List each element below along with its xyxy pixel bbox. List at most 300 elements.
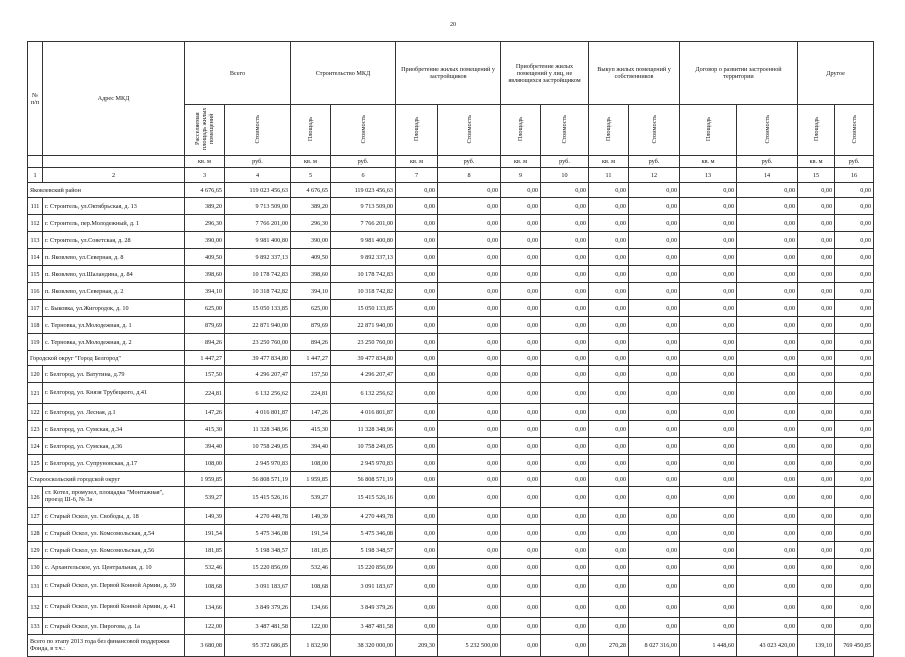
value-cell: 0,00 bbox=[501, 472, 541, 487]
address-cell: г. Старый Оскол, ул. Свободы, д. 18 bbox=[43, 508, 185, 525]
value-cell: 0,00 bbox=[798, 317, 835, 334]
value-cell: 10 758 249,05 bbox=[331, 438, 396, 455]
unit-blank bbox=[43, 156, 185, 168]
value-cell: 394,40 bbox=[291, 438, 331, 455]
value-cell: 0,00 bbox=[629, 215, 680, 232]
value-cell: 0,00 bbox=[501, 351, 541, 366]
table-row bbox=[28, 283, 874, 300]
value-cell: 0,00 bbox=[501, 183, 541, 198]
value-cell: 0,00 bbox=[396, 559, 438, 576]
header-row-column-numbers bbox=[28, 168, 874, 183]
value-cell: 0,00 bbox=[798, 618, 835, 635]
value-cell: 0,00 bbox=[501, 635, 541, 657]
value-cell: 0,00 bbox=[501, 487, 541, 508]
address-cell: г. Старый Оскол, ул. Первой Конной Армии, д. 39 bbox=[43, 576, 185, 597]
value-cell: 0,00 bbox=[835, 597, 874, 618]
table-row bbox=[28, 487, 874, 508]
value-cell: 0,00 bbox=[396, 576, 438, 597]
unit-area: кв. м bbox=[185, 156, 225, 168]
value-cell: 5 198 348,57 bbox=[225, 542, 291, 559]
value-cell: 0,00 bbox=[501, 525, 541, 542]
value-cell: 10 318 742,82 bbox=[225, 283, 291, 300]
table-row bbox=[28, 559, 874, 576]
group-header-buyout: Выкуп жилых помещений у собственников bbox=[589, 42, 680, 105]
value-cell: 879,69 bbox=[291, 317, 331, 334]
value-cell: 0,00 bbox=[396, 455, 438, 472]
value-cell: 394,10 bbox=[291, 283, 331, 300]
value-cell: 0,00 bbox=[798, 508, 835, 525]
value-cell: 0,00 bbox=[835, 559, 874, 576]
value-cell: 0,00 bbox=[589, 597, 629, 618]
value-cell: 398,60 bbox=[185, 266, 225, 283]
value-cell: 0,00 bbox=[737, 421, 798, 438]
value-cell: 0,00 bbox=[835, 421, 874, 438]
value-cell: 9 981 400,80 bbox=[225, 232, 291, 249]
value-cell: 0,00 bbox=[629, 597, 680, 618]
value-cell: 0,00 bbox=[438, 597, 501, 618]
value-cell: 0,00 bbox=[396, 317, 438, 334]
value-cell: 0,00 bbox=[438, 576, 501, 597]
value-cell: 0,00 bbox=[737, 487, 798, 508]
value-cell: 0,00 bbox=[680, 266, 737, 283]
value-cell: 0,00 bbox=[680, 525, 737, 542]
subheader-area: Площадь bbox=[396, 105, 438, 156]
value-cell: 8 027 316,00 bbox=[629, 635, 680, 657]
unit-blank bbox=[28, 156, 43, 168]
value-cell: 0,00 bbox=[589, 232, 629, 249]
address-cell: г. Белгород, ул. Лесная, д.1 bbox=[43, 404, 185, 421]
value-cell: 0,00 bbox=[835, 383, 874, 404]
column-number: 3 bbox=[185, 168, 225, 183]
value-cell: 0,00 bbox=[396, 421, 438, 438]
value-cell: 0,00 bbox=[629, 576, 680, 597]
row-number: 122 bbox=[28, 404, 43, 421]
value-cell: 0,00 bbox=[589, 266, 629, 283]
address-cell: п. Яковлево, ул.Северная, д. 8 bbox=[43, 249, 185, 266]
value-cell: 0,00 bbox=[835, 576, 874, 597]
value-cell: 108,00 bbox=[185, 455, 225, 472]
value-cell: 134,66 bbox=[185, 597, 225, 618]
value-cell: 0,00 bbox=[680, 283, 737, 300]
value-cell: 1 959,85 bbox=[185, 472, 225, 487]
group-name: Яковлевский район bbox=[28, 183, 185, 198]
value-cell: 0,00 bbox=[835, 618, 874, 635]
value-cell: 0,00 bbox=[629, 351, 680, 366]
value-cell: 1 448,60 bbox=[680, 635, 737, 657]
value-cell: 0,00 bbox=[541, 618, 589, 635]
unit-area: кв. м bbox=[501, 156, 541, 168]
value-cell: 0,00 bbox=[798, 334, 835, 351]
value-cell: 0,00 bbox=[541, 266, 589, 283]
value-cell: 0,00 bbox=[835, 366, 874, 383]
group-header-construction: Строительство МКД bbox=[291, 42, 396, 105]
value-cell: 0,00 bbox=[501, 317, 541, 334]
column-number: 7 bbox=[396, 168, 438, 183]
value-cell: 39 477 834,80 bbox=[331, 351, 396, 366]
table-row bbox=[28, 508, 874, 525]
unit-area: кв. м bbox=[396, 156, 438, 168]
address-cell: г. Строитель, ул.Октябрьская, д. 13 bbox=[43, 198, 185, 215]
value-cell: 10 318 742,82 bbox=[331, 283, 396, 300]
value-cell: 0,00 bbox=[798, 542, 835, 559]
value-cell: 15 050 133,85 bbox=[225, 300, 291, 317]
value-cell: 0,00 bbox=[835, 351, 874, 366]
value-cell: 270,28 bbox=[589, 635, 629, 657]
value-cell: 0,00 bbox=[541, 542, 589, 559]
column-number: 9 bbox=[501, 168, 541, 183]
value-cell: 0,00 bbox=[501, 508, 541, 525]
value-cell: 9 981 400,80 bbox=[331, 232, 396, 249]
value-cell: 769 450,85 bbox=[835, 635, 874, 657]
value-cell: 0,00 bbox=[396, 183, 438, 198]
value-cell: 0,00 bbox=[589, 438, 629, 455]
value-cell: 0,00 bbox=[798, 366, 835, 383]
value-cell: 0,00 bbox=[737, 542, 798, 559]
value-cell: 119 023 456,63 bbox=[225, 183, 291, 198]
value-cell: 0,00 bbox=[589, 618, 629, 635]
value-cell: 7 766 201,00 bbox=[331, 215, 396, 232]
table-row bbox=[28, 266, 874, 283]
value-cell: 224,81 bbox=[185, 383, 225, 404]
value-cell: 0,00 bbox=[541, 487, 589, 508]
table-row bbox=[28, 334, 874, 351]
value-cell: 0,00 bbox=[501, 266, 541, 283]
value-cell: 0,00 bbox=[798, 215, 835, 232]
value-cell: 0,00 bbox=[737, 283, 798, 300]
value-cell: 0,00 bbox=[835, 249, 874, 266]
column-number: 14 bbox=[737, 168, 798, 183]
row-number: 124 bbox=[28, 438, 43, 455]
value-cell: 15 415 526,16 bbox=[225, 487, 291, 508]
value-cell: 0,00 bbox=[629, 487, 680, 508]
value-cell: 296,30 bbox=[291, 215, 331, 232]
value-cell: 0,00 bbox=[798, 525, 835, 542]
value-cell: 0,00 bbox=[835, 487, 874, 508]
address-cell: г. Белгород, ул. Сумская, д.36 bbox=[43, 438, 185, 455]
value-cell: 0,00 bbox=[680, 472, 737, 487]
value-cell: 191,54 bbox=[291, 525, 331, 542]
value-cell: 157,50 bbox=[291, 366, 331, 383]
table-row bbox=[28, 404, 874, 421]
value-cell: 0,00 bbox=[396, 266, 438, 283]
value-cell: 1 447,27 bbox=[291, 351, 331, 366]
value-cell: 0,00 bbox=[541, 559, 589, 576]
address-cell: г. Старый Оскол, ул. Комсомольская, д.56 bbox=[43, 542, 185, 559]
value-cell: 0,00 bbox=[629, 366, 680, 383]
value-cell: 894,26 bbox=[291, 334, 331, 351]
value-cell: 0,00 bbox=[541, 300, 589, 317]
value-cell: 0,00 bbox=[501, 334, 541, 351]
value-cell: 0,00 bbox=[396, 249, 438, 266]
value-cell: 0,00 bbox=[589, 472, 629, 487]
value-cell: 0,00 bbox=[680, 438, 737, 455]
address-cell: п. Яковлево, ул.Северная, д. 2 bbox=[43, 283, 185, 300]
value-cell: 0,00 bbox=[629, 421, 680, 438]
value-cell: 0,00 bbox=[680, 559, 737, 576]
value-cell: 389,20 bbox=[185, 198, 225, 215]
column-number: 8 bbox=[438, 168, 501, 183]
value-cell: 0,00 bbox=[835, 215, 874, 232]
row-number: 125 bbox=[28, 455, 43, 472]
value-cell: 0,00 bbox=[835, 266, 874, 283]
column-number: 2 bbox=[43, 168, 185, 183]
value-cell: 7 766 201,00 bbox=[225, 215, 291, 232]
value-cell: 4 016 801,87 bbox=[331, 404, 396, 421]
value-cell: 0,00 bbox=[438, 508, 501, 525]
address-cell: г. Старый Оскол, ул. Первой Конной Армии, д. 41 bbox=[43, 597, 185, 618]
subheader-cost: Стоимость bbox=[225, 105, 291, 156]
subheader-cost: Стоимость bbox=[629, 105, 680, 156]
value-cell: 0,00 bbox=[438, 232, 501, 249]
value-cell: 122,00 bbox=[185, 618, 225, 635]
subheader-cost: Стоимость bbox=[331, 105, 396, 156]
subheader-cost: Стоимость bbox=[737, 105, 798, 156]
value-cell: 415,30 bbox=[291, 421, 331, 438]
value-cell: 0,00 bbox=[680, 508, 737, 525]
row-number: 133 bbox=[28, 618, 43, 635]
value-cell: 0,00 bbox=[680, 383, 737, 404]
value-cell: 0,00 bbox=[629, 266, 680, 283]
value-cell: 10 178 742,83 bbox=[331, 266, 396, 283]
value-cell: 0,00 bbox=[629, 455, 680, 472]
group-name: Городской округ "Город Белгород" bbox=[28, 351, 185, 366]
value-cell: 0,00 bbox=[835, 404, 874, 421]
col-header-address: Адрес МКД bbox=[43, 42, 185, 156]
value-cell: 191,54 bbox=[185, 525, 225, 542]
value-cell: 4 270 449,78 bbox=[331, 508, 396, 525]
value-cell: 0,00 bbox=[438, 283, 501, 300]
table-row bbox=[28, 383, 874, 404]
value-cell: 0,00 bbox=[629, 438, 680, 455]
value-cell: 5 475 346,08 bbox=[331, 525, 396, 542]
value-cell: 0,00 bbox=[438, 404, 501, 421]
resettlement-table bbox=[27, 41, 874, 657]
value-cell: 0,00 bbox=[589, 542, 629, 559]
value-cell: 394,40 bbox=[185, 438, 225, 455]
table-row bbox=[28, 366, 874, 383]
value-cell: 0,00 bbox=[438, 334, 501, 351]
value-cell: 10 758 249,05 bbox=[225, 438, 291, 455]
value-cell: 0,00 bbox=[438, 266, 501, 283]
value-cell: 0,00 bbox=[501, 300, 541, 317]
column-number: 5 bbox=[291, 168, 331, 183]
subheader-cost: Стоимость bbox=[541, 105, 589, 156]
address-cell: г. Белгород, ул. Сумская, д.34 bbox=[43, 421, 185, 438]
value-cell: 0,00 bbox=[438, 559, 501, 576]
value-cell: 0,00 bbox=[438, 438, 501, 455]
subheader-area: Площадь bbox=[501, 105, 541, 156]
table-row bbox=[28, 455, 874, 472]
value-cell: 56 808 571,19 bbox=[331, 472, 396, 487]
value-cell: 0,00 bbox=[680, 597, 737, 618]
value-cell: 0,00 bbox=[798, 198, 835, 215]
unit-area: кв. м bbox=[680, 156, 737, 168]
value-cell: 0,00 bbox=[629, 618, 680, 635]
group-row bbox=[28, 351, 874, 366]
value-cell: 0,00 bbox=[501, 542, 541, 559]
value-cell: 0,00 bbox=[798, 438, 835, 455]
value-cell: 0,00 bbox=[541, 576, 589, 597]
address-cell: ст. Котел, промузел, площадка "Монтажная", проезд Ш-6, № 3а bbox=[43, 487, 185, 508]
value-cell: 0,00 bbox=[501, 404, 541, 421]
value-cell: 0,00 bbox=[835, 232, 874, 249]
group-row bbox=[28, 183, 874, 198]
value-cell: 0,00 bbox=[589, 198, 629, 215]
page-number: 20 bbox=[450, 22, 456, 28]
value-cell: 0,00 bbox=[737, 249, 798, 266]
row-number: 121 bbox=[28, 383, 43, 404]
value-cell: 5 232 500,00 bbox=[438, 635, 501, 657]
value-cell: 0,00 bbox=[541, 198, 589, 215]
value-cell: 0,00 bbox=[835, 508, 874, 525]
unit-area: кв. м bbox=[798, 156, 835, 168]
value-cell: 0,00 bbox=[541, 366, 589, 383]
value-cell: 0,00 bbox=[798, 232, 835, 249]
subheader-cost: Стоимость bbox=[438, 105, 501, 156]
value-cell: 0,00 bbox=[541, 597, 589, 618]
value-cell: 0,00 bbox=[589, 249, 629, 266]
value-cell: 0,00 bbox=[737, 351, 798, 366]
value-cell: 0,00 bbox=[737, 404, 798, 421]
value-cell: 0,00 bbox=[798, 472, 835, 487]
value-cell: 0,00 bbox=[396, 525, 438, 542]
value-cell: 9 713 509,00 bbox=[225, 198, 291, 215]
value-cell: 209,30 bbox=[396, 635, 438, 657]
subheader-area: Площадь bbox=[798, 105, 835, 156]
value-cell: 0,00 bbox=[501, 383, 541, 404]
unit-area: кв. м bbox=[589, 156, 629, 168]
value-cell: 0,00 bbox=[798, 404, 835, 421]
row-number: 128 bbox=[28, 525, 43, 542]
row-number: 112 bbox=[28, 215, 43, 232]
value-cell: 532,46 bbox=[185, 559, 225, 576]
value-cell: 0,00 bbox=[737, 317, 798, 334]
value-cell: 0,00 bbox=[396, 366, 438, 383]
value-cell: 539,27 bbox=[291, 487, 331, 508]
value-cell: 0,00 bbox=[680, 351, 737, 366]
value-cell: 0,00 bbox=[501, 455, 541, 472]
value-cell: 0,00 bbox=[541, 351, 589, 366]
subheader-area: Площадь bbox=[291, 105, 331, 156]
value-cell: 0,00 bbox=[501, 283, 541, 300]
value-cell: 149,39 bbox=[291, 508, 331, 525]
address-cell: г. Белгород, ул. Князя Трубецкого, д.41 bbox=[43, 383, 185, 404]
value-cell: 0,00 bbox=[438, 317, 501, 334]
value-cell: 0,00 bbox=[396, 215, 438, 232]
value-cell: 0,00 bbox=[680, 232, 737, 249]
value-cell: 0,00 bbox=[737, 383, 798, 404]
unit-rub: руб. bbox=[225, 156, 291, 168]
value-cell: 0,00 bbox=[798, 183, 835, 198]
value-cell: 0,00 bbox=[798, 351, 835, 366]
value-cell: 0,00 bbox=[629, 198, 680, 215]
value-cell: 0,00 bbox=[438, 351, 501, 366]
value-cell: 0,00 bbox=[737, 508, 798, 525]
row-number: 126 bbox=[28, 487, 43, 508]
value-cell: 0,00 bbox=[396, 383, 438, 404]
value-cell: 0,00 bbox=[680, 366, 737, 383]
value-cell: 22 871 940,00 bbox=[225, 317, 291, 334]
value-cell: 4 296 207,47 bbox=[225, 366, 291, 383]
value-cell: 0,00 bbox=[501, 618, 541, 635]
value-cell: 9 713 509,00 bbox=[331, 198, 396, 215]
value-cell: 0,00 bbox=[501, 232, 541, 249]
value-cell: 0,00 bbox=[396, 472, 438, 487]
value-cell: 0,00 bbox=[396, 198, 438, 215]
col-header-no: № п/п bbox=[28, 42, 43, 156]
value-cell: 11 328 348,96 bbox=[331, 421, 396, 438]
value-cell: 0,00 bbox=[396, 438, 438, 455]
row-number: 118 bbox=[28, 317, 43, 334]
value-cell: 6 132 256,62 bbox=[331, 383, 396, 404]
row-number: 115 bbox=[28, 266, 43, 283]
table-row bbox=[28, 249, 874, 266]
header-row-units bbox=[28, 156, 874, 168]
value-cell: 0,00 bbox=[835, 455, 874, 472]
value-cell: 0,00 bbox=[835, 317, 874, 334]
value-cell: 390,00 bbox=[185, 232, 225, 249]
value-cell: 0,00 bbox=[438, 618, 501, 635]
value-cell: 0,00 bbox=[737, 266, 798, 283]
value-cell: 0,00 bbox=[629, 472, 680, 487]
value-cell: 15 415 526,16 bbox=[331, 487, 396, 508]
group-header-other: Другое bbox=[798, 42, 874, 105]
value-cell: 15 220 856,09 bbox=[225, 559, 291, 576]
value-cell: 0,00 bbox=[680, 198, 737, 215]
value-cell: 139,10 bbox=[798, 635, 835, 657]
row-number: 111 bbox=[28, 198, 43, 215]
group-row bbox=[28, 472, 874, 487]
column-number: 1 bbox=[28, 168, 43, 183]
group-header-purchase-developer: Приобретение жилых помещений у застройщиков bbox=[396, 42, 501, 105]
table-row bbox=[28, 317, 874, 334]
value-cell: 398,60 bbox=[291, 266, 331, 283]
value-cell: 0,00 bbox=[541, 404, 589, 421]
address-cell: г. Белгород, ул. Супруновская, д.17 bbox=[43, 455, 185, 472]
value-cell: 0,00 bbox=[680, 404, 737, 421]
address-cell: г. Строитель, ул.Советская, д. 28 bbox=[43, 232, 185, 249]
value-cell: 0,00 bbox=[541, 183, 589, 198]
unit-rub: руб. bbox=[737, 156, 798, 168]
subheader-area: Площадь bbox=[680, 105, 737, 156]
table-row bbox=[28, 576, 874, 597]
total-label: Всего по этапу 2013 года без финансовой поддержки Фонда, в т.ч.: bbox=[28, 635, 185, 657]
row-number: 114 bbox=[28, 249, 43, 266]
column-number: 4 bbox=[225, 168, 291, 183]
row-number: 129 bbox=[28, 542, 43, 559]
row-number: 119 bbox=[28, 334, 43, 351]
value-cell: 625,00 bbox=[185, 300, 225, 317]
value-cell: 0,00 bbox=[501, 576, 541, 597]
value-cell: 0,00 bbox=[589, 559, 629, 576]
value-cell: 389,20 bbox=[291, 198, 331, 215]
value-cell: 0,00 bbox=[589, 383, 629, 404]
address-cell: п. Яковлево, ул.Шаландина, д. 84 bbox=[43, 266, 185, 283]
value-cell: 0,00 bbox=[501, 421, 541, 438]
value-cell: 0,00 bbox=[835, 183, 874, 198]
address-cell: г. Старый Оскол, ул. Пирогова, д. 1а bbox=[43, 618, 185, 635]
value-cell: 3 487 481,58 bbox=[225, 618, 291, 635]
value-cell: 0,00 bbox=[541, 283, 589, 300]
value-cell: 149,39 bbox=[185, 508, 225, 525]
row-number: 120 bbox=[28, 366, 43, 383]
value-cell: 625,00 bbox=[291, 300, 331, 317]
value-cell: 415,30 bbox=[185, 421, 225, 438]
value-cell: 0,00 bbox=[589, 576, 629, 597]
value-cell: 409,50 bbox=[185, 249, 225, 266]
value-cell: 4 016 801,87 bbox=[225, 404, 291, 421]
value-cell: 108,68 bbox=[291, 576, 331, 597]
